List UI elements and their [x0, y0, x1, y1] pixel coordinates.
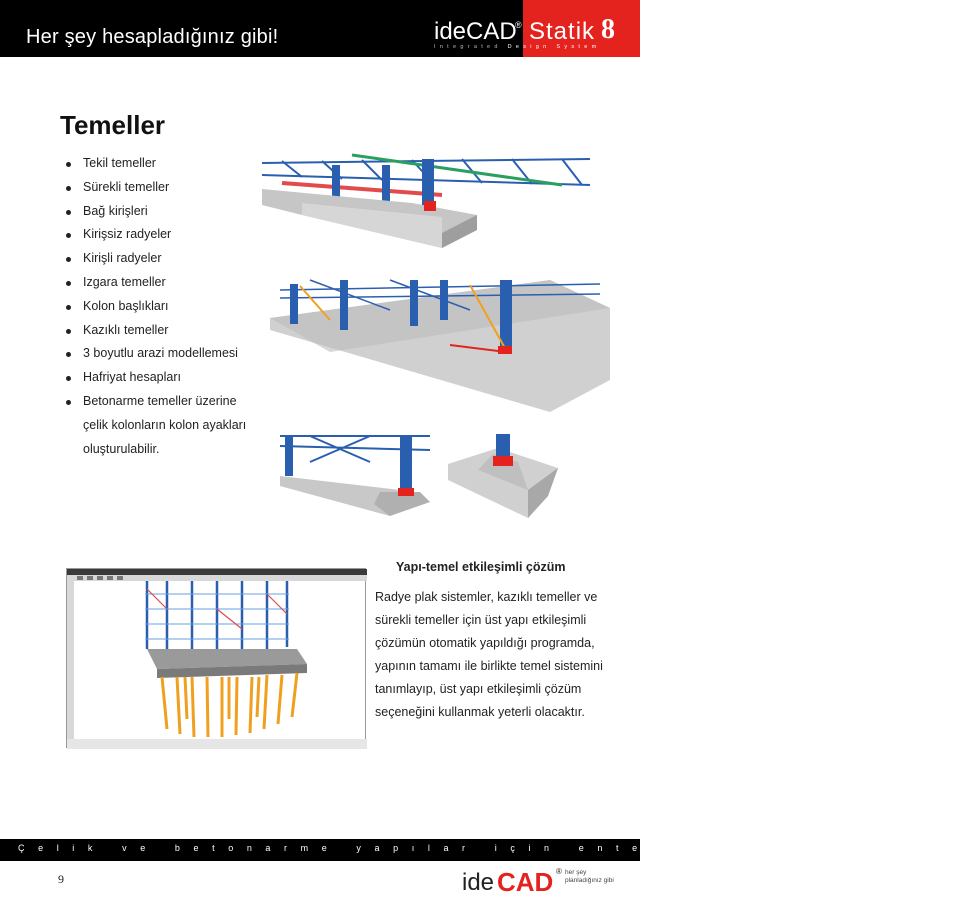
continuous-foundation-render — [262, 155, 590, 267]
registered-mark: ® — [515, 20, 522, 30]
product-name: Statik — [529, 18, 596, 45]
footer-tagline: Çelik ve betonarme yapılar için entegre yazılım çözümü — [18, 843, 974, 853]
page-title: Temeller — [60, 110, 166, 140]
footer-band — [0, 839, 974, 861]
section-body: Radye plak sistemler, kazıklı temeller ve sürekli temeller için üst yapı etkileşimli çözümün otomatik yapıldığı programda, yapının tamamı ile birlikte temel sistemini tanımlayıp, üst yapı etkileşimli çözüm seçeneğini kullanmak yeterli olacaktır. — [375, 590, 603, 719]
footer-logo-registered: ® — [556, 867, 562, 876]
list-item: Kirişli radyeler — [64, 247, 264, 271]
list-item: Sürekli temeller — [64, 176, 264, 200]
list-item: Izgara temeller — [64, 271, 264, 295]
grade-beam-render — [280, 432, 430, 520]
brand-logo — [431, 16, 521, 57]
column-pedestal-render — [448, 434, 558, 518]
footer-logo-tagline: her şey planladığınız gibi — [565, 869, 614, 884]
header-slogan: Her şey hesapladığınız gibi! — [26, 26, 279, 48]
raft-foundation-render — [270, 280, 610, 412]
list-item: Kirişsiz radyeler — [64, 223, 264, 247]
list-item: Betonarme temeller üzerine çelik kolonların kolon ayakları oluşturulabilir. — [64, 390, 264, 461]
page-header — [0, 0, 640, 57]
list-item: Kolon başlıkları — [64, 295, 264, 319]
footer-logo — [462, 864, 622, 900]
footer-logo-ide: ide — [462, 869, 495, 896]
list-item: Tekil temeller — [64, 152, 264, 176]
list-item: Bağ kirişleri — [64, 200, 264, 224]
list-item: 3 boyutlu arazi modellemesi — [64, 342, 264, 366]
footer-logo-cad: CAD — [497, 867, 554, 897]
product-version: 8 — [601, 14, 615, 45]
subline-red: Design System — [507, 44, 601, 50]
section-title: Yapı-temel etkileşimli çözüm — [396, 560, 566, 574]
subline-white: Integrated — [434, 44, 508, 50]
brand-subline — [434, 44, 601, 50]
list-item: Hafriyat hesapları — [64, 366, 264, 390]
list-item: Kazıklı temeller — [64, 319, 264, 343]
page-number: 9 — [58, 872, 64, 886]
brand-name: ideCAD — [434, 18, 517, 45]
software-screenshot — [66, 568, 366, 748]
feature-list — [64, 152, 264, 461]
